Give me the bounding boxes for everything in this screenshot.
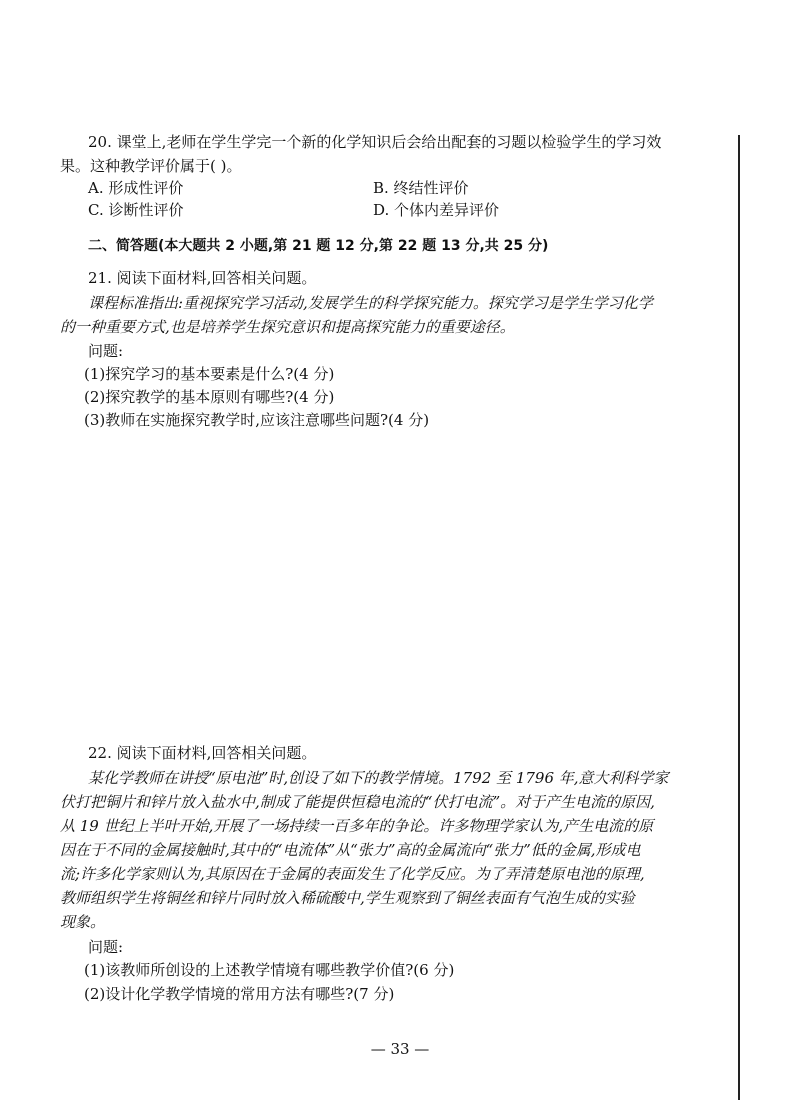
q22-material-line: 现象。 <box>60 913 106 931</box>
q22-sub2: (2)设计化学教学情境的常用方法有哪些?(7 分) <box>84 985 395 1003</box>
q20-option-a: A. 形成性评价 <box>88 179 184 197</box>
q22-material-line: 从 19 世纪上半叶开始,开展了一场持续一百多年的争论。许多物理学家认为,产生电流的原 <box>60 817 654 835</box>
q20-option-c: C. 诊断性评价 <box>88 201 184 219</box>
q22-material-line: 某化学教师在讲授“原电池”时,创设了如下的教学情境。1792 至 1796 年,意大利科学家 <box>88 769 669 787</box>
q20-option-d: D. 个体内差异评价 <box>373 201 500 219</box>
q21-intro: 21. 阅读下面材料,回答相关问题。 <box>88 269 317 287</box>
q22-material-line: 教师组织学生将铜丝和锌片同时放入稀硫酸中,学生观察到了铜丝表面有气泡生成的实验 <box>60 889 635 907</box>
section2-heading: 二、简答题(本大题共 2 小题,第 21 题 12 分,第 22 题 13 分,共 25 分) <box>88 238 549 254</box>
q21-sub2: (2)探究教学的基本原则有哪些?(4 分) <box>84 388 335 406</box>
q21-material-line2: 的一种重要方式,也是培养学生探究意识和提高探究能力的重要途径。 <box>60 318 515 336</box>
q22-question-label: 问题: <box>88 938 124 956</box>
page-right-rule <box>738 135 740 1100</box>
q20-stem-line2: 果。这种教学评价属于( )。 <box>60 157 242 175</box>
q22-material-line: 因在于不同的金属接触时,其中的“电流体”从“张力”高的金属流向“张力”低的金属,形成电 <box>60 841 641 859</box>
q21-sub3: (3)教师在实施探究教学时,应该注意哪些问题?(4 分) <box>84 411 430 429</box>
q21-material-line1: 课程标准指出:重视探究学习活动,发展学生的科学探究能力。探究学习是学生学习化学 <box>88 294 653 312</box>
q21-sub1: (1)探究学习的基本要素是什么?(4 分) <box>84 365 335 383</box>
page-number: — 33 — <box>370 1040 430 1058</box>
q22-material-line: 流;许多化学家则认为,其原因在于金属的表面发生了化学反应。为了弄清楚原电池的原理, <box>60 865 645 883</box>
q22-sub1: (1)该教师所创设的上述教学情境有哪些教学价值?(6 分) <box>84 961 455 979</box>
q20-stem-line1: 20. 课堂上,老师在学生学完一个新的化学知识后会给出配套的习题以检验学生的学习效 <box>88 133 662 151</box>
q20-option-b: B. 终结性评价 <box>373 179 469 197</box>
q21-question-label: 问题: <box>88 342 124 360</box>
q22-material-line: 伏打把铜片和锌片放入盐水中,制成了能提供恒稳电流的“伏打电流”。对于产生电流的原因, <box>60 793 655 811</box>
q22-intro: 22. 阅读下面材料,回答相关问题。 <box>88 744 317 762</box>
